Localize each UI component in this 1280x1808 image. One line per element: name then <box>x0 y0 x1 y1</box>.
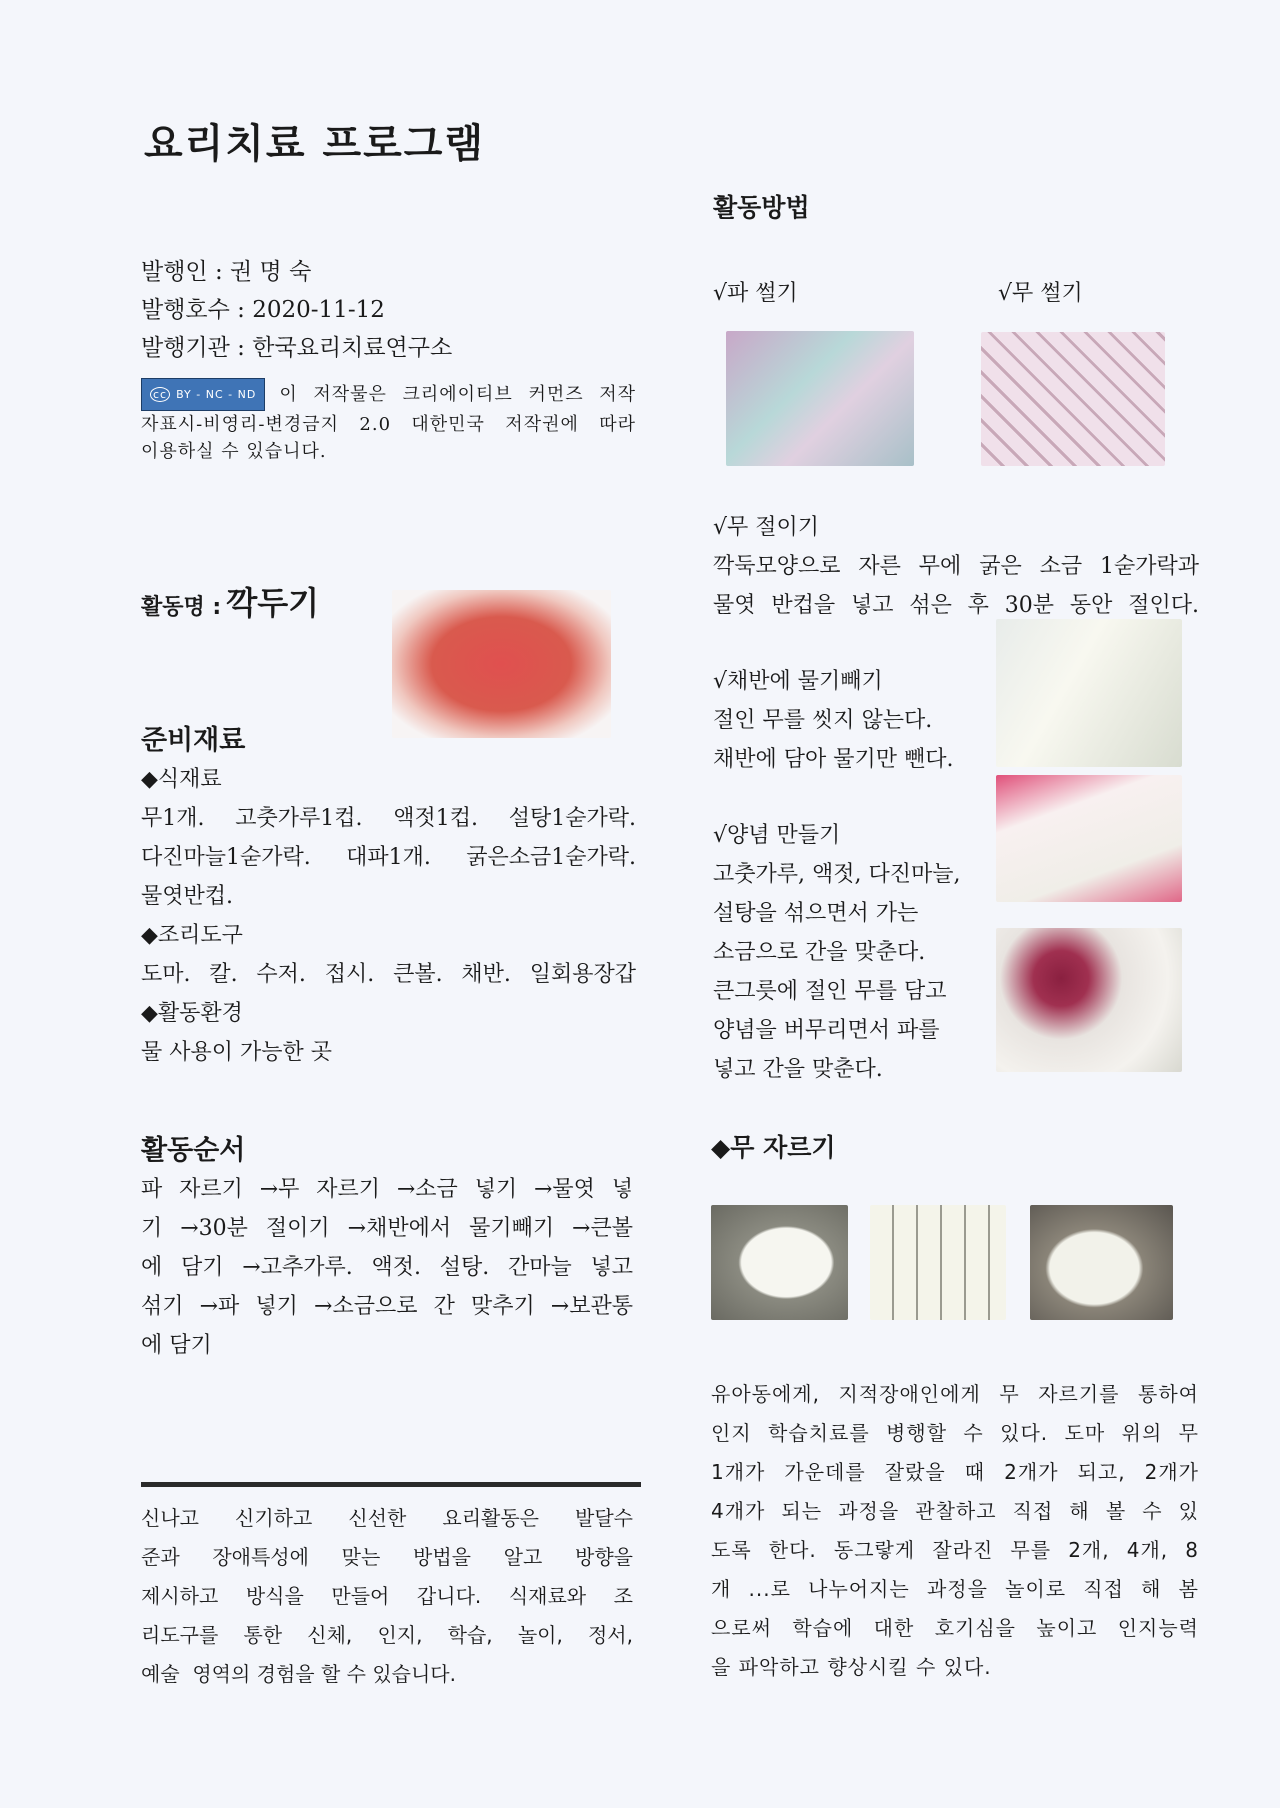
step-line: 양념을 버무리면서 파를 <box>713 1018 940 1043</box>
green-onion-photo <box>726 331 914 466</box>
license-line: 이용하실 수 있습니다. <box>141 441 327 462</box>
cutting-line: 으로써 학습에 대한 호기심을 높이고 인지능력 <box>711 1616 1199 1640</box>
step-drain: √채반에 물기빼기 <box>713 669 883 694</box>
materials-category: ◆조리도구 <box>141 923 243 948</box>
step-salt-radish: √무 절이기 <box>713 515 820 540</box>
summary-line: 준과 장애특성에 맞는 방법을 알고 방향을 <box>141 1545 633 1569</box>
materials-heading: 준비재료 <box>141 725 246 756</box>
order-paragraph <box>141 1172 633 1367</box>
order-heading: 활동순서 <box>141 1135 246 1166</box>
cc-license-badge <box>141 378 265 411</box>
cutting-line: 1개가 가운데를 잘랐을 때 2개가 되고, 2개가 <box>711 1460 1199 1484</box>
order-line: 에 담기 <box>141 1333 212 1358</box>
activity-name <box>141 578 319 624</box>
summary-line: 신나고 신기하고 신선한 요리활동은 발달수 <box>141 1506 633 1530</box>
step-line: 큰그릇에 절인 무를 담고 <box>713 979 947 1004</box>
cutting-line: 인지 학습치료를 병행할 수 있다. 도마 위의 무 <box>711 1421 1199 1445</box>
cutting-paragraph <box>711 1378 1199 1690</box>
step-slice-green-onion: √파 썰기 <box>713 281 798 306</box>
whole-radish-slice-photo <box>711 1205 848 1320</box>
cutting-line: 도록 한다. 동그랗게 잘라진 무를 2개, 4개, 8 <box>711 1538 1199 1562</box>
materials-category: ◆식재료 <box>141 767 222 792</box>
radish-cut-photo <box>1030 1205 1173 1320</box>
radish-strips-photo <box>870 1205 1006 1320</box>
materials-line: 물엿반컵. <box>141 884 234 909</box>
summary-line: 제시하고 방식을 만들어 갑니다. 식재료와 조 <box>141 1584 633 1608</box>
kkakdugi-photo <box>392 590 611 738</box>
step-line: 깍둑모양으로 자른 무에 굵은 소금 1숟가락과 <box>713 554 1199 579</box>
license-line: 자표시-비영리-변경금지 2.0 대한민국 저작권에 따라 <box>141 414 636 435</box>
order-line: 파 자르기 →무 자르기 →소금 넣기 →물엿 넣 <box>141 1177 633 1202</box>
step-seasoning: √양념 만들기 <box>713 823 841 848</box>
cutting-line: 유아동에게, 지적장애인에게 무 자르기를 통하여 <box>711 1382 1199 1406</box>
step-line: 절인 무를 씻지 않는다. <box>713 708 933 733</box>
issue-date: 발행호수 : 2020-11-12 <box>141 297 385 323</box>
order-line: 에 담기 →고추가루. 액젓. 설탕. 간마늘 넣고 <box>141 1255 633 1280</box>
environment-line: 물 사용이 가능한 곳 <box>141 1040 332 1065</box>
step-salt-text <box>713 549 1199 627</box>
step-line: 고춧가루, 액젓, 다진마늘, <box>713 862 961 887</box>
salted-radish-photo <box>996 619 1182 767</box>
step-line: 물엿 반컵을 넣고 섞은 후 30분 동안 절인다. <box>713 593 1199 618</box>
order-line: 섞기 →파 넣기 →소금으로 간 맞추기 →보관통 <box>141 1294 633 1319</box>
materials-list <box>141 762 636 1074</box>
publisher: 발행인 : 권 명 숙 <box>141 259 312 285</box>
organization: 발행기관 : 한국요리치료연구소 <box>141 335 453 361</box>
summary-line: 예술 영역의 경험을 할 수 있습니다. <box>141 1662 456 1686</box>
step-seasoning-text <box>713 857 961 1091</box>
cc-badge-text: BY - NC - ND <box>176 388 257 401</box>
materials-line: 무1개. 고춧가루1컵. 액젓1컵. 설탕1숟가락. <box>141 806 636 831</box>
step-slice-radish: √무 썰기 <box>998 281 1083 306</box>
activity-label: 활동명 : <box>141 595 222 620</box>
cutting-line: 을 파악하고 향상시킬 수 있다. <box>711 1655 992 1679</box>
step-line: 소금으로 간을 맞춘다. <box>713 940 926 965</box>
cc-icon: cc <box>150 387 170 402</box>
diced-radish-photo <box>981 332 1165 466</box>
page-title: 요리치료 프로그램 <box>144 121 486 167</box>
step-line: 채반에 담아 물기만 뺀다. <box>713 747 954 772</box>
cutting-heading: ◆무 자르기 <box>711 1133 836 1162</box>
summary-paragraph <box>141 1502 633 1697</box>
seasoning-photo <box>996 928 1182 1072</box>
cutting-line: 개 ...로 나누어지는 과정을 놀이로 직접 해 봄 <box>711 1577 1199 1601</box>
draining-radish-photo <box>996 775 1182 902</box>
step-line: 넣고 간을 맞춘다. <box>713 1057 883 1082</box>
method-heading: 활동방법 <box>713 193 810 222</box>
materials-category: ◆활동환경 <box>141 1001 243 1026</box>
step-line: 설탕을 섞으면서 가는 <box>713 901 919 926</box>
summary-line: 리도구를 통한 신체, 인지, 학습, 놀이, 정서, <box>141 1623 633 1647</box>
section-divider <box>141 1482 641 1487</box>
cutting-line: 4개가 되는 과정을 관찰하고 직접 해 볼 수 있 <box>711 1499 1199 1523</box>
license-line: 이 저작물은 크리에이티브 커먼즈 저작 <box>279 384 636 405</box>
activity-title: 깍두기 <box>226 584 320 622</box>
order-line: 기 →30분 절이기 →채반에서 물기빼기 →큰볼 <box>141 1216 633 1241</box>
materials-line: 다진마늘1숟가락. 대파1개. 굵은소금1숟가락. <box>141 845 636 870</box>
tools-line: 도마. 칼. 수저. 접시. 큰볼. 채반. 일회용장갑 <box>141 962 636 987</box>
license-block <box>141 378 636 465</box>
